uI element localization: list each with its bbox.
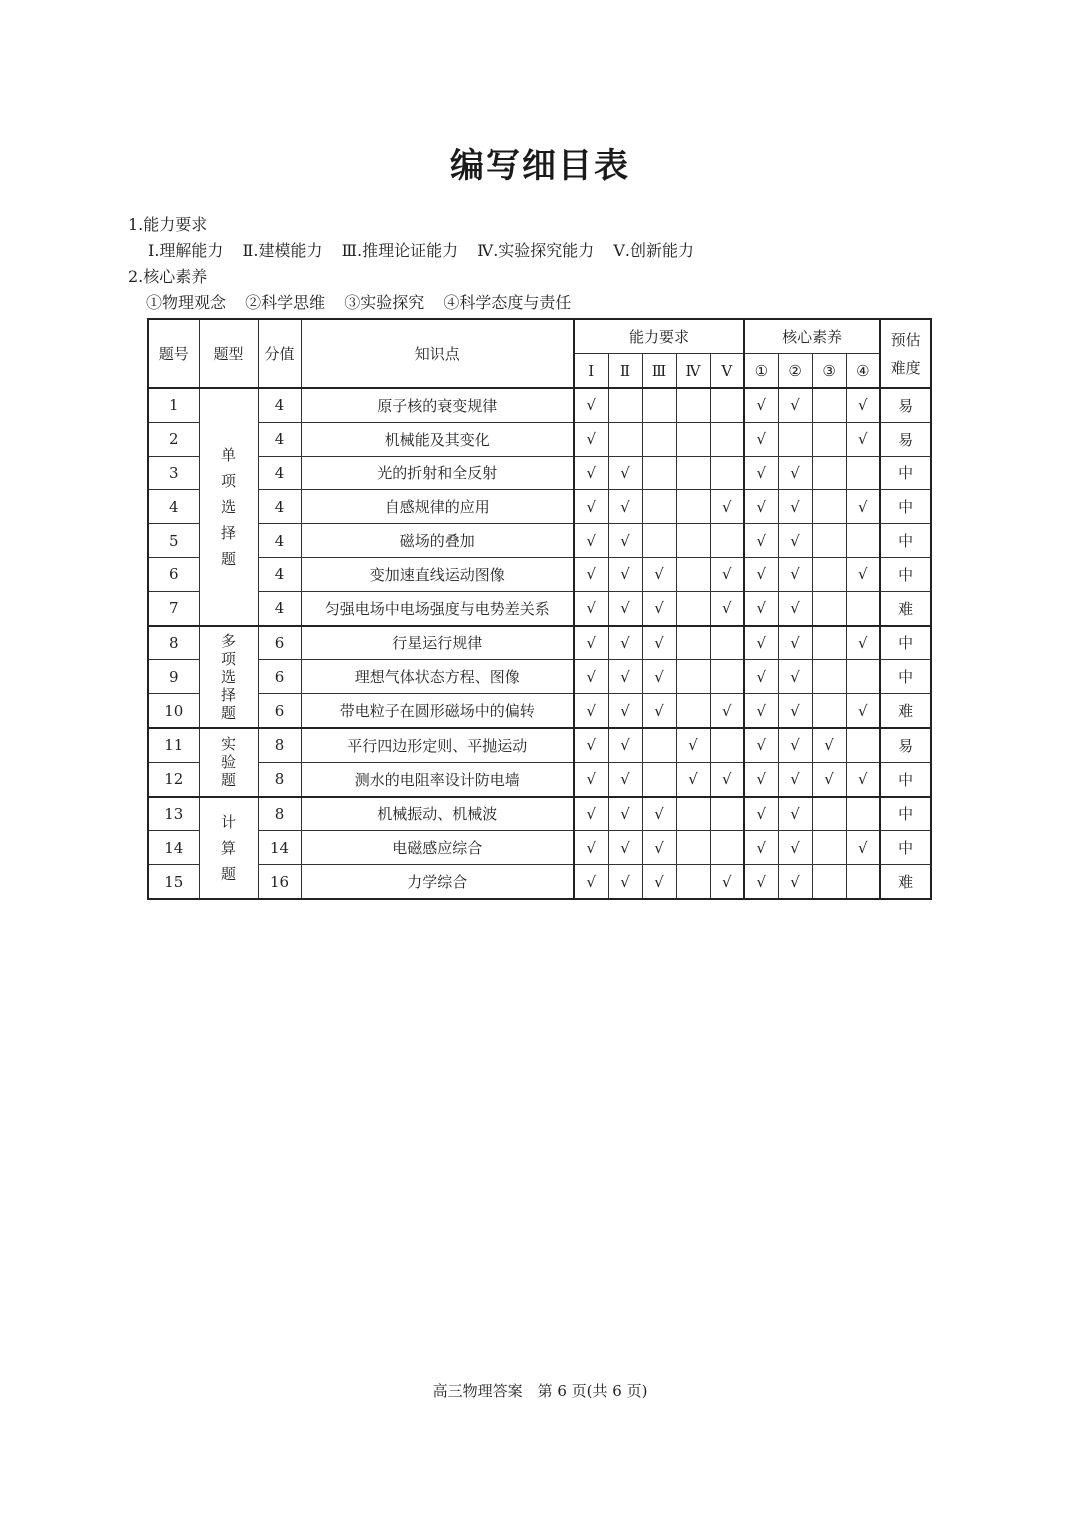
cell-core-check: √ xyxy=(778,591,812,625)
cell-ability-check xyxy=(676,456,710,490)
cell-score: 4 xyxy=(258,456,301,490)
table-row xyxy=(148,694,931,728)
cell-ability-check: √ xyxy=(574,865,608,899)
table-row xyxy=(148,762,931,796)
cell-ability-check xyxy=(676,865,710,899)
type-char: 算 xyxy=(220,838,236,857)
cell-ability-check: √ xyxy=(574,422,608,456)
cell-core-check: √ xyxy=(778,557,812,591)
cell-core-check xyxy=(812,831,846,865)
cell-core-check xyxy=(812,626,846,660)
core-legend xyxy=(146,290,585,313)
cell-ability-check xyxy=(676,490,710,524)
header-difficulty xyxy=(880,319,931,388)
cell-ability-check: √ xyxy=(608,728,642,762)
cell-ability-check xyxy=(642,524,676,558)
cell-ability-check: √ xyxy=(574,490,608,524)
ability-legend-item: Ⅰ.理解能力 xyxy=(148,241,224,260)
cell-ability-check: √ xyxy=(608,762,642,796)
cell-score: 4 xyxy=(258,422,301,456)
cell-ability-check xyxy=(642,388,676,422)
cell-core-check xyxy=(812,422,846,456)
cell-core-check xyxy=(812,694,846,728)
cell-core-check xyxy=(812,388,846,422)
core-legend-item: ①物理观念 xyxy=(146,293,227,312)
cell-core-check: √ xyxy=(778,728,812,762)
cell-difficulty: 难 xyxy=(880,865,931,899)
cell-ability-check xyxy=(642,728,676,762)
section1-heading: 1.能力要求 xyxy=(128,215,208,234)
cell-score: 4 xyxy=(258,490,301,524)
cell-ability-check: √ xyxy=(710,557,744,591)
cell-ability-check: √ xyxy=(642,694,676,728)
cell-core-check: √ xyxy=(744,626,778,660)
core-legend-item: ③实验探究 xyxy=(344,293,425,312)
cell-num: 4 xyxy=(148,490,199,524)
page-title: 编写细目表 xyxy=(450,146,630,186)
cell-core-check xyxy=(812,660,846,694)
cell-score: 6 xyxy=(258,626,301,660)
cell-ability-check: √ xyxy=(642,831,676,865)
cell-ability-check xyxy=(710,626,744,660)
cell-core-check: √ xyxy=(744,865,778,899)
cell-ability-check xyxy=(608,422,642,456)
cell-difficulty: 中 xyxy=(880,524,931,558)
cell-core-check xyxy=(846,524,880,558)
cell-core-check: √ xyxy=(744,694,778,728)
cell-num: 12 xyxy=(148,762,199,796)
header-ability-col: Ⅰ xyxy=(574,354,608,389)
cell-num: 2 xyxy=(148,422,199,456)
cell-type xyxy=(199,388,258,626)
cell-ability-check: √ xyxy=(574,831,608,865)
cell-difficulty: 中 xyxy=(880,660,931,694)
cell-num: 13 xyxy=(148,797,199,831)
cell-ability-check: √ xyxy=(608,694,642,728)
ability-legend-item: Ⅲ.推理论证能力 xyxy=(341,241,459,260)
cell-difficulty: 中 xyxy=(880,456,931,490)
type-char: 择 xyxy=(220,685,236,704)
cell-core-check: √ xyxy=(778,660,812,694)
cell-topic: 理想气体状态方程、图像 xyxy=(301,660,574,694)
cell-core-check: √ xyxy=(778,524,812,558)
type-char: 题 xyxy=(220,549,236,568)
cell-num: 1 xyxy=(148,388,199,422)
cell-topic: 变加速直线运动图像 xyxy=(301,557,574,591)
table-row xyxy=(148,422,931,456)
cell-core-check: √ xyxy=(846,557,880,591)
type-char: 多 xyxy=(220,631,236,650)
header-ability-col: Ⅱ xyxy=(608,354,642,389)
table-row xyxy=(148,865,931,899)
cell-topic: 带电粒子在圆形磁场中的偏转 xyxy=(301,694,574,728)
cell-ability-check: √ xyxy=(574,591,608,625)
cell-num: 14 xyxy=(148,831,199,865)
cell-ability-check: √ xyxy=(642,557,676,591)
cell-core-check: √ xyxy=(778,456,812,490)
cell-core-check: √ xyxy=(744,762,778,796)
cell-core-check: √ xyxy=(744,591,778,625)
header-ability-col: Ⅲ xyxy=(642,354,676,389)
cell-core-check: √ xyxy=(778,762,812,796)
cell-topic: 匀强电场中电场强度与电势差关系 xyxy=(301,591,574,625)
header-core-col: ② xyxy=(778,354,812,389)
cell-core-check xyxy=(812,557,846,591)
cell-core-check xyxy=(812,490,846,524)
cell-ability-check: √ xyxy=(608,490,642,524)
cell-core-check xyxy=(778,422,812,456)
cell-core-check xyxy=(812,456,846,490)
cell-difficulty: 中 xyxy=(880,626,931,660)
header-ability: 能力要求 xyxy=(574,319,744,354)
ability-legend-item: Ⅳ.实验探究能力 xyxy=(477,241,595,260)
cell-num: 5 xyxy=(148,524,199,558)
cell-topic: 力学综合 xyxy=(301,865,574,899)
cell-score: 4 xyxy=(258,388,301,422)
cell-ability-check xyxy=(642,456,676,490)
cell-core-check xyxy=(812,591,846,625)
cell-num: 6 xyxy=(148,557,199,591)
header-difficulty-label: 预估难度 xyxy=(890,330,921,377)
table-row xyxy=(148,456,931,490)
cell-topic: 平行四边形定则、平抛运动 xyxy=(301,728,574,762)
cell-num: 8 xyxy=(148,626,199,660)
ability-legend-item: Ⅱ.建模能力 xyxy=(242,241,323,260)
cell-core-check: √ xyxy=(778,694,812,728)
cell-ability-check: √ xyxy=(642,660,676,694)
cell-difficulty: 中 xyxy=(880,797,931,831)
cell-core-check xyxy=(846,728,880,762)
cell-ability-check: √ xyxy=(574,557,608,591)
cell-core-check xyxy=(846,456,880,490)
cell-core-check xyxy=(812,524,846,558)
table-row xyxy=(148,660,931,694)
table-row xyxy=(148,557,931,591)
cell-ability-check: √ xyxy=(642,797,676,831)
cell-topic: 光的折射和全反射 xyxy=(301,456,574,490)
table-row xyxy=(148,728,931,762)
cell-ability-check: √ xyxy=(676,762,710,796)
cell-difficulty: 易 xyxy=(880,422,931,456)
cell-core-check: √ xyxy=(812,762,846,796)
cell-topic: 自感规律的应用 xyxy=(301,490,574,524)
cell-ability-check: √ xyxy=(608,626,642,660)
cell-core-check: √ xyxy=(846,626,880,660)
cell-ability-check: √ xyxy=(608,456,642,490)
type-char: 题 xyxy=(220,703,236,722)
cell-type xyxy=(199,797,258,899)
type-char: 选 xyxy=(220,497,236,516)
cell-core-check xyxy=(812,797,846,831)
cell-ability-check: √ xyxy=(710,762,744,796)
cell-core-check: √ xyxy=(744,797,778,831)
cell-core-check: √ xyxy=(846,388,880,422)
cell-score: 14 xyxy=(258,831,301,865)
cell-ability-check xyxy=(676,694,710,728)
cell-difficulty: 中 xyxy=(880,762,931,796)
cell-ability-check: √ xyxy=(710,865,744,899)
cell-score: 4 xyxy=(258,557,301,591)
cell-ability-check: √ xyxy=(608,557,642,591)
header-num: 题号 xyxy=(148,319,199,388)
cell-core-check xyxy=(812,865,846,899)
cell-core-check: √ xyxy=(744,490,778,524)
cell-ability-check xyxy=(710,797,744,831)
cell-core-check: √ xyxy=(778,388,812,422)
table-row xyxy=(148,797,931,831)
cell-num: 10 xyxy=(148,694,199,728)
cell-difficulty: 易 xyxy=(880,388,931,422)
cell-score: 8 xyxy=(258,797,301,831)
cell-ability-check: √ xyxy=(608,865,642,899)
cell-ability-check xyxy=(710,831,744,865)
cell-topic: 测水的电阻率设计防电墙 xyxy=(301,762,574,796)
cell-ability-check: √ xyxy=(574,626,608,660)
header-ability-col: Ⅳ xyxy=(676,354,710,389)
type-char: 项 xyxy=(220,471,236,490)
type-char: 计 xyxy=(220,812,236,831)
cell-core-check xyxy=(846,660,880,694)
core-legend-item: ④科学态度与责任 xyxy=(443,293,572,312)
type-char: 单 xyxy=(220,445,236,464)
ability-legend-item: Ⅴ.创新能力 xyxy=(613,241,695,260)
type-char: 验 xyxy=(220,753,236,772)
type-char: 实 xyxy=(220,735,236,754)
cell-topic: 机械能及其变化 xyxy=(301,422,574,456)
cell-type xyxy=(199,626,258,728)
cell-topic: 电磁感应综合 xyxy=(301,831,574,865)
cell-ability-check: √ xyxy=(710,591,744,625)
cell-ability-check xyxy=(608,388,642,422)
cell-ability-check xyxy=(710,660,744,694)
cell-ability-check xyxy=(710,422,744,456)
cell-ability-check: √ xyxy=(710,694,744,728)
cell-difficulty: 易 xyxy=(880,728,931,762)
cell-ability-check xyxy=(710,388,744,422)
cell-ability-check xyxy=(710,456,744,490)
cell-difficulty: 中 xyxy=(880,490,931,524)
cell-ability-check: √ xyxy=(642,591,676,625)
cell-core-check: √ xyxy=(744,524,778,558)
cell-num: 7 xyxy=(148,591,199,625)
type-char: 择 xyxy=(220,523,236,542)
cell-ability-check: √ xyxy=(574,728,608,762)
cell-ability-check xyxy=(676,660,710,694)
cell-topic: 机械振动、机械波 xyxy=(301,797,574,831)
table-row xyxy=(148,831,931,865)
cell-ability-check: √ xyxy=(608,660,642,694)
cell-ability-check: √ xyxy=(642,626,676,660)
type-char: 题 xyxy=(220,771,236,790)
table-row xyxy=(148,490,931,524)
cell-core-check: √ xyxy=(744,728,778,762)
cell-score: 8 xyxy=(258,762,301,796)
cell-ability-check xyxy=(710,524,744,558)
cell-topic: 磁场的叠加 xyxy=(301,524,574,558)
cell-core-check: √ xyxy=(846,490,880,524)
cell-ability-check: √ xyxy=(608,797,642,831)
cell-core-check: √ xyxy=(744,660,778,694)
header-core-col: ③ xyxy=(812,354,846,389)
header-type: 题型 xyxy=(199,319,258,388)
cell-core-check: √ xyxy=(846,762,880,796)
core-legend-item: ②科学思维 xyxy=(245,293,326,312)
cell-core-check: √ xyxy=(778,490,812,524)
cell-core-check xyxy=(846,865,880,899)
cell-core-check: √ xyxy=(744,831,778,865)
type-char: 选 xyxy=(220,667,236,686)
type-char: 题 xyxy=(220,864,236,883)
cell-difficulty: 中 xyxy=(880,831,931,865)
cell-score: 16 xyxy=(258,865,301,899)
cell-core-check: √ xyxy=(744,388,778,422)
page-footer: 高三物理答案 第 6 页(共 6 页) xyxy=(432,1382,648,1400)
cell-ability-check: √ xyxy=(574,797,608,831)
cell-ability-check: √ xyxy=(642,865,676,899)
cell-score: 8 xyxy=(258,728,301,762)
header-core-col: ① xyxy=(744,354,778,389)
type-char: 项 xyxy=(220,649,236,668)
header-core-col: ④ xyxy=(846,354,880,389)
cell-ability-check: √ xyxy=(574,694,608,728)
section2-heading: 2.核心素养 xyxy=(128,267,208,286)
cell-ability-check xyxy=(676,388,710,422)
table-row xyxy=(148,388,931,422)
cell-ability-check: √ xyxy=(676,728,710,762)
cell-ability-check xyxy=(676,797,710,831)
cell-type xyxy=(199,728,258,797)
cell-core-check: √ xyxy=(812,728,846,762)
cell-ability-check xyxy=(676,591,710,625)
table-row xyxy=(148,591,931,625)
cell-ability-check xyxy=(710,728,744,762)
cell-num: 9 xyxy=(148,660,199,694)
cell-score: 4 xyxy=(258,524,301,558)
cell-core-check: √ xyxy=(744,557,778,591)
header-topic: 知识点 xyxy=(301,319,574,388)
table-row xyxy=(148,626,931,660)
cell-core-check: √ xyxy=(744,422,778,456)
cell-ability-check: √ xyxy=(574,388,608,422)
header-ability-col: Ⅴ xyxy=(710,354,744,389)
cell-ability-check xyxy=(676,422,710,456)
table-row xyxy=(148,524,931,558)
header-core: 核心素养 xyxy=(744,319,880,354)
cell-ability-check xyxy=(676,831,710,865)
cell-ability-check: √ xyxy=(608,524,642,558)
cell-core-check xyxy=(846,591,880,625)
cell-ability-check xyxy=(676,626,710,660)
cell-difficulty: 难 xyxy=(880,694,931,728)
header-score: 分值 xyxy=(258,319,301,388)
cell-difficulty: 难 xyxy=(880,591,931,625)
cell-core-check: √ xyxy=(778,626,812,660)
cell-ability-check: √ xyxy=(608,591,642,625)
cell-ability-check xyxy=(676,524,710,558)
cell-score: 4 xyxy=(258,591,301,625)
cell-core-check: √ xyxy=(846,422,880,456)
cell-score: 6 xyxy=(258,694,301,728)
ability-legend xyxy=(148,238,708,261)
cell-core-check: √ xyxy=(778,865,812,899)
cell-ability-check: √ xyxy=(574,660,608,694)
cell-ability-check: √ xyxy=(574,524,608,558)
cell-score: 6 xyxy=(258,660,301,694)
cell-ability-check xyxy=(642,762,676,796)
cell-difficulty: 中 xyxy=(880,557,931,591)
cell-num: 15 xyxy=(148,865,199,899)
cell-ability-check: √ xyxy=(574,762,608,796)
cell-num: 3 xyxy=(148,456,199,490)
cell-core-check xyxy=(846,797,880,831)
cell-core-check: √ xyxy=(778,831,812,865)
cell-topic: 原子核的衰变规律 xyxy=(301,388,574,422)
cell-num: 11 xyxy=(148,728,199,762)
cell-core-check: √ xyxy=(846,694,880,728)
spec-table xyxy=(147,318,932,900)
cell-ability-check: √ xyxy=(608,831,642,865)
cell-core-check: √ xyxy=(778,797,812,831)
cell-ability-check: √ xyxy=(574,456,608,490)
cell-ability-check: √ xyxy=(710,490,744,524)
cell-ability-check xyxy=(642,422,676,456)
cell-core-check: √ xyxy=(846,831,880,865)
cell-topic: 行星运行规律 xyxy=(301,626,574,660)
cell-core-check: √ xyxy=(744,456,778,490)
cell-ability-check xyxy=(676,557,710,591)
cell-ability-check xyxy=(642,490,676,524)
